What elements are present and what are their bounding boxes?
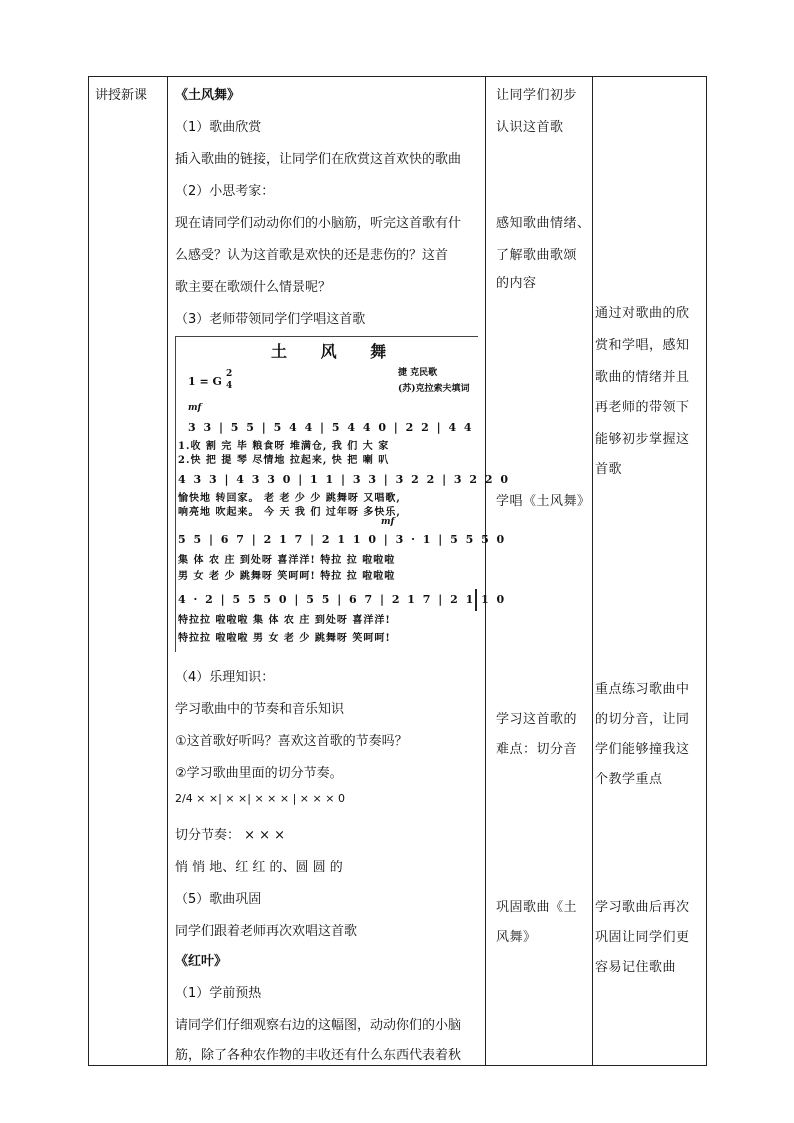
activity-text: 认识这首歌 [496, 120, 564, 135]
score-lyricist: (苏)克拉索夫填词 [398, 384, 470, 394]
content-line: 么感受？认为这首歌是欢快的还是悲伤的？这首 [175, 248, 449, 263]
column-divider [592, 77, 593, 1065]
content-line: （2）小思考家： [175, 184, 275, 199]
content-line: ①这首歌好听吗？喜欢这首歌的节奏吗？ [175, 734, 408, 749]
content-line: ②学习歌曲里面的切分节奏。 [175, 766, 343, 781]
lyric-row: 集 体 农 庄 到处呀 喜洋洋! 特拉 拉 啦啦啦 [178, 555, 396, 566]
score-key: 1 = G [188, 375, 222, 388]
activity-text: 学唱《土风舞》 [496, 494, 591, 509]
purpose-text: 通过对歌曲的欣 [595, 306, 690, 321]
content-line: 筋，除了各种农作物的丰收还有什么东西代表着秋 [175, 1048, 462, 1063]
content-line: 现在请同学们动动你们的小脑筋，听完这首歌有什 [175, 216, 462, 231]
content-line: 切分节奏： × × × [175, 828, 286, 843]
score-title: 土 风 舞 [271, 342, 401, 361]
lyric-row: 1.收 割 完 毕 粮食呀 堆满仓, 我 们 大 家 [178, 441, 390, 452]
score-origin: 捷 克民歌 [398, 368, 438, 378]
activity-text: 风舞》 [496, 930, 537, 945]
purpose-text: 重点练习歌曲中 [595, 682, 690, 697]
content-line: （1）学前预热 [175, 986, 262, 1001]
purpose-text: 赏和学唱，感知 [595, 338, 690, 353]
content-line: 请同学们仔细观察右边的这幅图，动动你们的小脑 [175, 1018, 462, 1033]
activity-text: 学习这首歌的 [496, 712, 578, 727]
content-line: （4）乐理知识： [175, 670, 275, 685]
purpose-text: 学们能够撞我这 [595, 742, 690, 757]
purpose-text: 首歌 [595, 462, 623, 477]
time-signature-bottom: 4 [226, 381, 233, 391]
song2-title: 《红叶》 [175, 954, 228, 969]
activity-text: 难点：切分音 [496, 742, 578, 757]
dynamic-marking: mf [188, 403, 202, 413]
purpose-text: 歌曲的情绪并且 [595, 370, 690, 385]
time-signature-top: 2 [226, 369, 233, 379]
activity-text: 的内容 [496, 276, 537, 291]
content-line: 歌主要在歌颂什么情景呢？ [175, 280, 332, 295]
column-divider [485, 77, 486, 1065]
lyric-row: 愉快地 转回家。 老 老 少 少 跳舞呀 又唱歌, [178, 493, 401, 504]
column-divider [167, 77, 168, 1065]
song1-title: 《土风舞》 [175, 88, 241, 103]
purpose-text: 学习歌曲后再次 [595, 900, 690, 915]
dynamic-marking: mf [381, 517, 395, 527]
final-barline [475, 589, 477, 611]
activity-text: 感知歌曲情绪、 [496, 216, 591, 231]
lyric-row: 响亮地 吹起来。 今 天 我 们 过年呀 多快乐, [178, 507, 401, 518]
rhythm-line: 2/4 × ×| × ×| × × × | × × × 0 [175, 792, 345, 805]
content-line: 插入歌曲的链接，让同学们在欣赏这首欢快的歌曲 [175, 152, 462, 167]
content-line: 学习歌曲中的节奏和音乐知识 [175, 702, 345, 717]
activity-text: 让同学们初步 [496, 88, 578, 103]
content-line: 悄 悄 地、红 红 的、圆 圆 的 [175, 860, 343, 875]
purpose-text: 容易记住歌曲 [595, 960, 677, 975]
content-line: （1）歌曲欣赏 [175, 120, 262, 135]
lyric-row: 特拉拉 啦啦啦 男 女 老 少 跳舞呀 笑呵呵! [178, 633, 391, 644]
lyric-row: 特拉拉 啦啦啦 集 体 农 庄 到处呀 喜洋洋! [178, 615, 391, 626]
purpose-text: 个教学重点 [595, 772, 663, 787]
lyric-row: 2.快 把 提 琴 尽情地 拉起来, 快 把 喇 叭 [178, 455, 390, 466]
content-line: （3）老师带领同学们学唱这首歌 [175, 312, 366, 327]
section-label: 讲授新课 [95, 88, 148, 103]
notation-row: 3 3 | 5 5 | 5 4 4 | 5 4 4 0 | 2 2 | 4 4 [188, 421, 474, 434]
purpose-text: 的切分音，让同 [595, 712, 690, 727]
notation-row: 5 5 | 6 7 | 2 1 7 | 2 1 1 0 | 3 · 1 | 5 5 5 0 [178, 533, 507, 546]
notation-row: 4 3 3 | 4 3 3 0 | 1 1 | 3 3 | 3 2 2 | 3 2 2 0 [178, 473, 511, 486]
lyric-row: 男 女 老 少 跳舞呀 笑呵呵! 特拉 拉 啦啦啦 [178, 571, 396, 582]
content-line: （5）歌曲巩固 [175, 892, 262, 907]
notation-row: 4 · 2 | 5 5 5 0 | 5 5 | 6 7 | 2 1 7 | 2 1 1 0 [178, 593, 507, 606]
purpose-text: 再老师的带领下 [595, 400, 690, 415]
content-line: 同学们跟着老师再次欢唱这首歌 [175, 924, 358, 939]
activity-text: 巩固歌曲《土 [496, 900, 578, 915]
purpose-text: 能够初步掌握这 [595, 432, 690, 447]
sheet-music-score [175, 336, 511, 652]
activity-text: 了解歌曲歌颂 [496, 248, 578, 263]
purpose-text: 巩固让同学们更 [595, 930, 690, 945]
